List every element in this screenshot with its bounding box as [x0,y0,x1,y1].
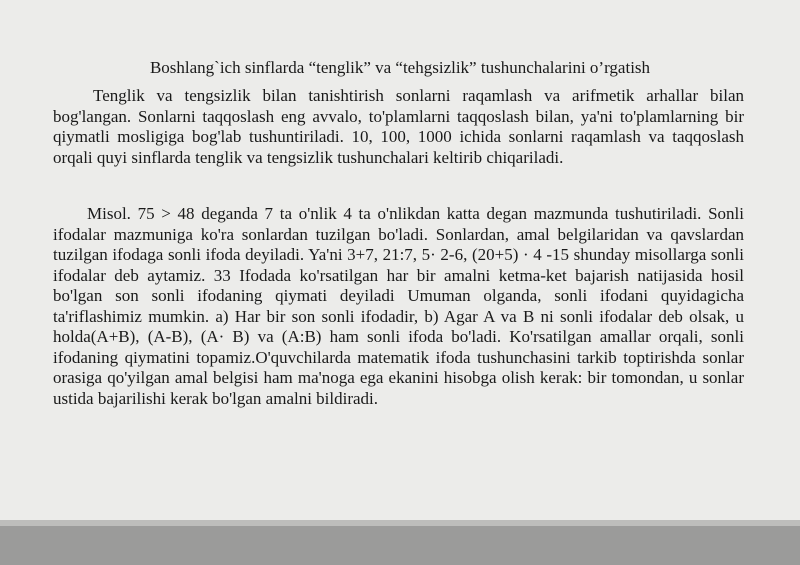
bottom-bar [0,526,800,565]
paragraph-intro: Tenglik va tengsizlik bilan tanishtirish sonlarni raqamlash va arifmetik arhallar bilan bog'langan. Sonlarni taqqoslash eng avvalo, to'plamlarni taqqoslash bilan, ya'ni to'plamlarning bir qiymatli mosligiga bog'lab tushuntiriladi. 10, 100, 1000 ichida sonlarni raqamlash va taqqoslash orqali quyi sinflarda tenglik va tengsizlik tushunchalari keltirib chiqariladi. [53,86,744,167]
slide-title: Boshlang`ich sinflarda “tenglik” va “tehgsizlik” tushunchalarini o’rgatish [149,58,651,77]
paragraph-example: Misol. 75 > 48 deganda 7 ta o'nlik 4 ta o'nlikdan katta degan mazmunda tushutiriladi. Sonli ifodalar mazmuniga ko'ra sonlardan tuzilgan bo'ladi. Sonlardan, amal belgilaridan va qavslardan tuzilgan ifodaga sonli ifoda deyiladi. Ya'ni 3+7, 21:7, 5· 2-6, (20+5) · 4 -15 shunday misollarga sonli ifodalar deb aytamiz. 33 Ifodada ko'rsatilgan har bir amalni ketma-ket bajarish natijasida hosil bo'lgan son sonli ifodaning qiymati deyiladi Umuman olganda, sonli ifodani quyidagicha ta'riflashimiz mumkin. a) Har bir son sonli ifodadir, b) Agar A va B ni sonli ifodalar deb olsak, u holda(A+B), (A-B), (A· B) va (A:B) ham sonli ifoda bo'ladi. Ko'rsatilgan amallar orqali, sonli ifodaning qiymatini topamiz.O'quvchilarda matematik ifoda tushunchasini tarkib toptirishda sonlar orasiga qo'yilgan amal belgisi ham ma'noga ega ekanini hisobga olish kerak: bir tomondan, u sonlar ustida bajarilishi kerak bo'lgan amalni bildiradi. [53,204,744,408]
